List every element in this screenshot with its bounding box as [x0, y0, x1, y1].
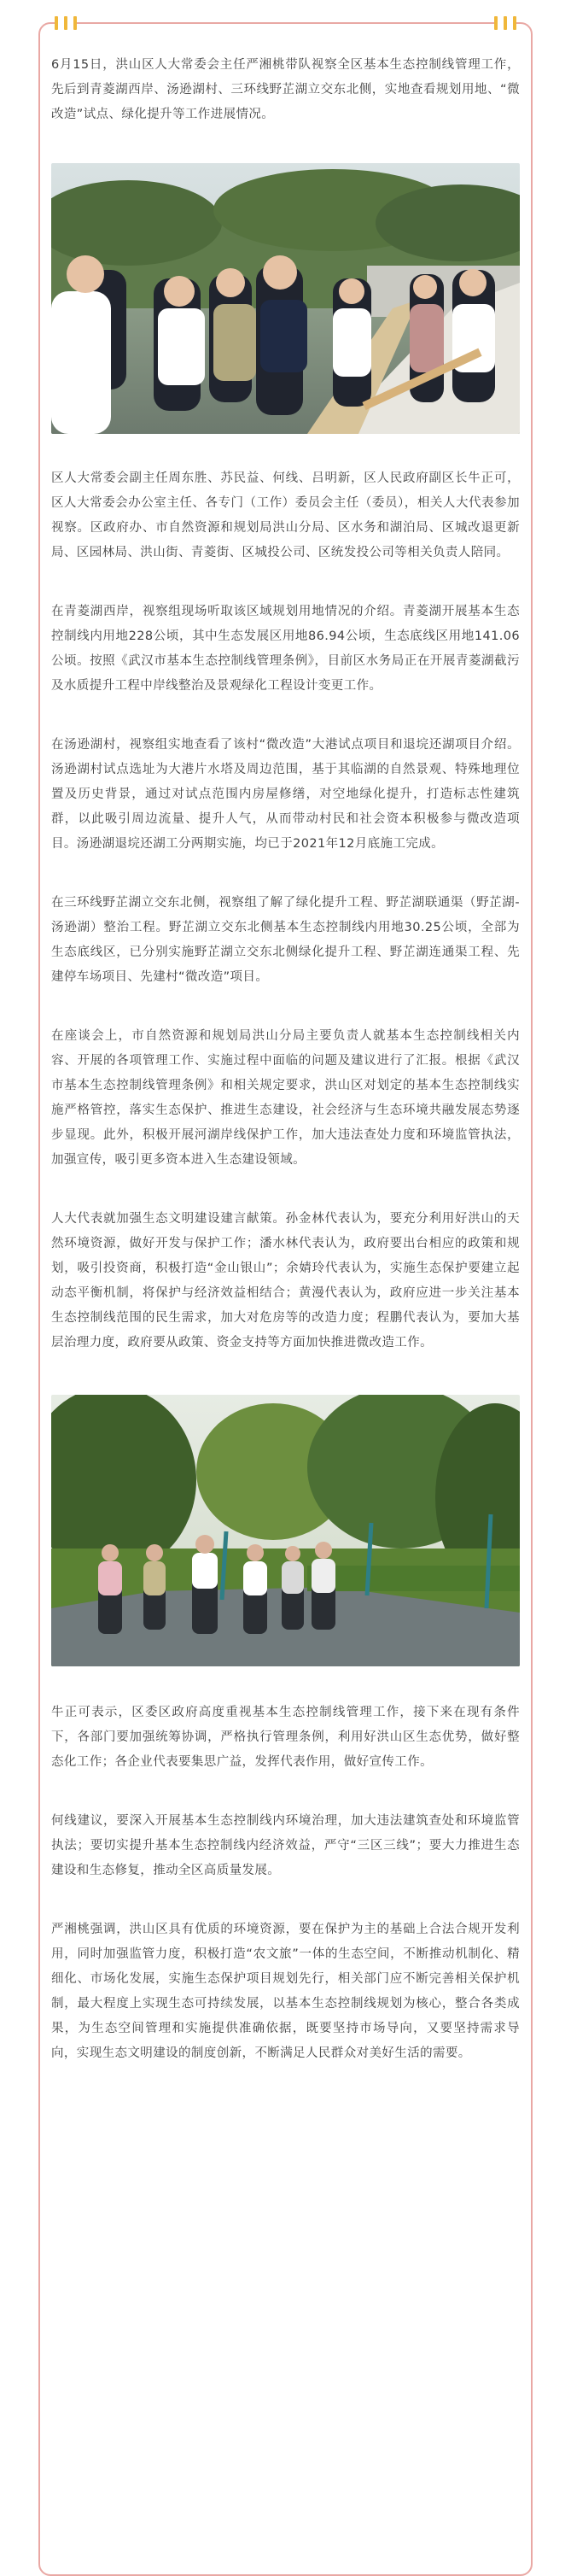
decoration-bars-left: [55, 15, 77, 31]
walkway-inspection-photo: [51, 1395, 520, 1666]
paragraph-representatives: 人大代表就加强生态文明建设建言献策。孙金林代表认为，要充分利用好洪山的天然环境资源，做好开发与保护工作；潘水林代表认为，政府要出台相应的政策和规划，吸引投资商，积极打造“金山银山”；余婧玲代表认为，实施生态保护要建立起动态平衡机制，将保护与经济效益相结合；黄漫代表认为，政府应进一步关注基本生态控制线范围的民生需求，加大对危房等的改造力度；程鹏代表认为，要加大基层治理力度，政府要从政策、资金支持等方面加快推进微改造工作。: [51, 1212, 520, 1349]
paragraph-yan-xiangtao: 严湘桃强调，洪山区具有优质的环境资源，要在保护为主的基础上合法合规开发利用，同时加强监管力度，积极打造“农文旅”一体的生态空间，不断推动机制化、精细化、市场化发展，实施生态保护项目规划先行，相关部门应不断完善相关保护机制，最大程度上实现生态可持续发展，以基本生态控制线规划为核心，整合各类成果，为生态空间管理和实施提供准确依据，既要坚持市场导向，又要坚持需求导向，实现生态文明建设的制度创新，不断满足人民群众对美好生活的需要。: [51, 1923, 520, 2060]
photo-walkway-inspection: [51, 1395, 520, 1666]
paragraph-tangxun-village: 在汤逊湖村，视察组实地查看了该村“微改造”大港试点项目和退垸还湖项目介绍。汤逊湖村试点选址为大港片水塔及周边范围，基于其临湖的自然景观、特殊地理位置及历史背景，通过对试点范围内房屋修缮，对空地绿化提升，打造标志性建筑群，以此吸引周边流量、提升人气，从而带动村民和社会资本积极参与微改造项目。汤逊湖退垸还湖工分两期实施，均已于2021年12月底施工完成。: [51, 738, 520, 851]
paragraph-qingling-lake: 在青菱湖西岸，视察组现场听取该区域规划用地情况的介绍。青菱湖开展基本生态控制线内用地228公顷，其中生态发展区用地86.94公顷，生态底线区用地141.06公顷。按照《武汉市基本生态控制线管理条例》，目前区水务局正在开展青菱湖截污及水质提升工程中岸线整治及景观绿化工程设计变更工作。: [51, 605, 520, 693]
article-content: [51, 53, 520, 2066]
decoration-bars-right: [494, 15, 516, 31]
meeting-outdoor-photo: [51, 163, 520, 434]
paragraph-attendees: 区人大常委会副主任周东胜、苏民益、何线、吕明新，区人民政府副区长牛正可，区人大常委会办公室主任、各专门（工作）委员会主任（委员），相关人大代表参加视察。区政府办、市自然资源和规划局洪山分局、区水务和湖泊局、区城改退更新局、区园林局、洪山街、青菱街、区城投公司、区统发投公司等相关负责人陪同。: [51, 471, 520, 559]
paragraph-yezhi-lake: 在三环线野芷湖立交东北侧，视察组了解了绿化提升工程、野芷湖联通渠（野芷湖-汤逊湖）整治工程。野芷湖立交东北侧基本生态控制线内用地30.25公顷，全部为生态底线区，已分别实施野芷湖立交东北侧绿化提升工程、野芷湖连通渠工程、先建停车场项目、先建村“微改造”项目。: [51, 896, 520, 984]
paragraph-symposium: 在座谈会上，市自然资源和规划局洪山分局主要负责人就基本生态控制线相关内容、开展的各项管理工作、实施过程中面临的问题及建议进行了汇报。根据《武汉市基本生态控制线管理条例》和相关规定要求，洪山区对划定的基本生态控制线实施严格管控，落实生态保护、推进生态建设，社会经济与生态环境共融发展态势逐步显现。此外，积极开展河湖岸线保护工作，加大违法查处力度和环境监管执法，加强宣传，吸引更多资本进入生态建设领域。: [51, 1029, 520, 1167]
paragraph-he-xian: 何线建议，要深入开展基本生态控制线内环境治理，加大违法建筑查处和环境监管执法；要切实提升基本生态控制线内经济效益，严守“三区三线”；要大力推进生态建设和生态修复，推动全区高质量发展。: [51, 1814, 520, 1877]
paragraph-intro: 6月15日，洪山区人大常委会主任严湘桃带队视察全区基本生态控制线管理工作，先后到青菱湖西岸、汤逊湖村、三环线野芷湖立交东北侧，实地查看规划用地、“微改造”试点、绿化提升等工作进展情况。: [51, 58, 520, 121]
photo-visit-meeting: [51, 163, 520, 434]
paragraph-niu-zhengke: 牛正可表示，区委区政府高度重视基本生态控制线管理工作，接下来在现有条件下，各部门要加强统筹协调，严格执行管理条例，利用好洪山区生态优势，做好整态化工作；各企业代表要集思广益，发挥代表作用，做好宣传工作。: [51, 1706, 520, 1769]
